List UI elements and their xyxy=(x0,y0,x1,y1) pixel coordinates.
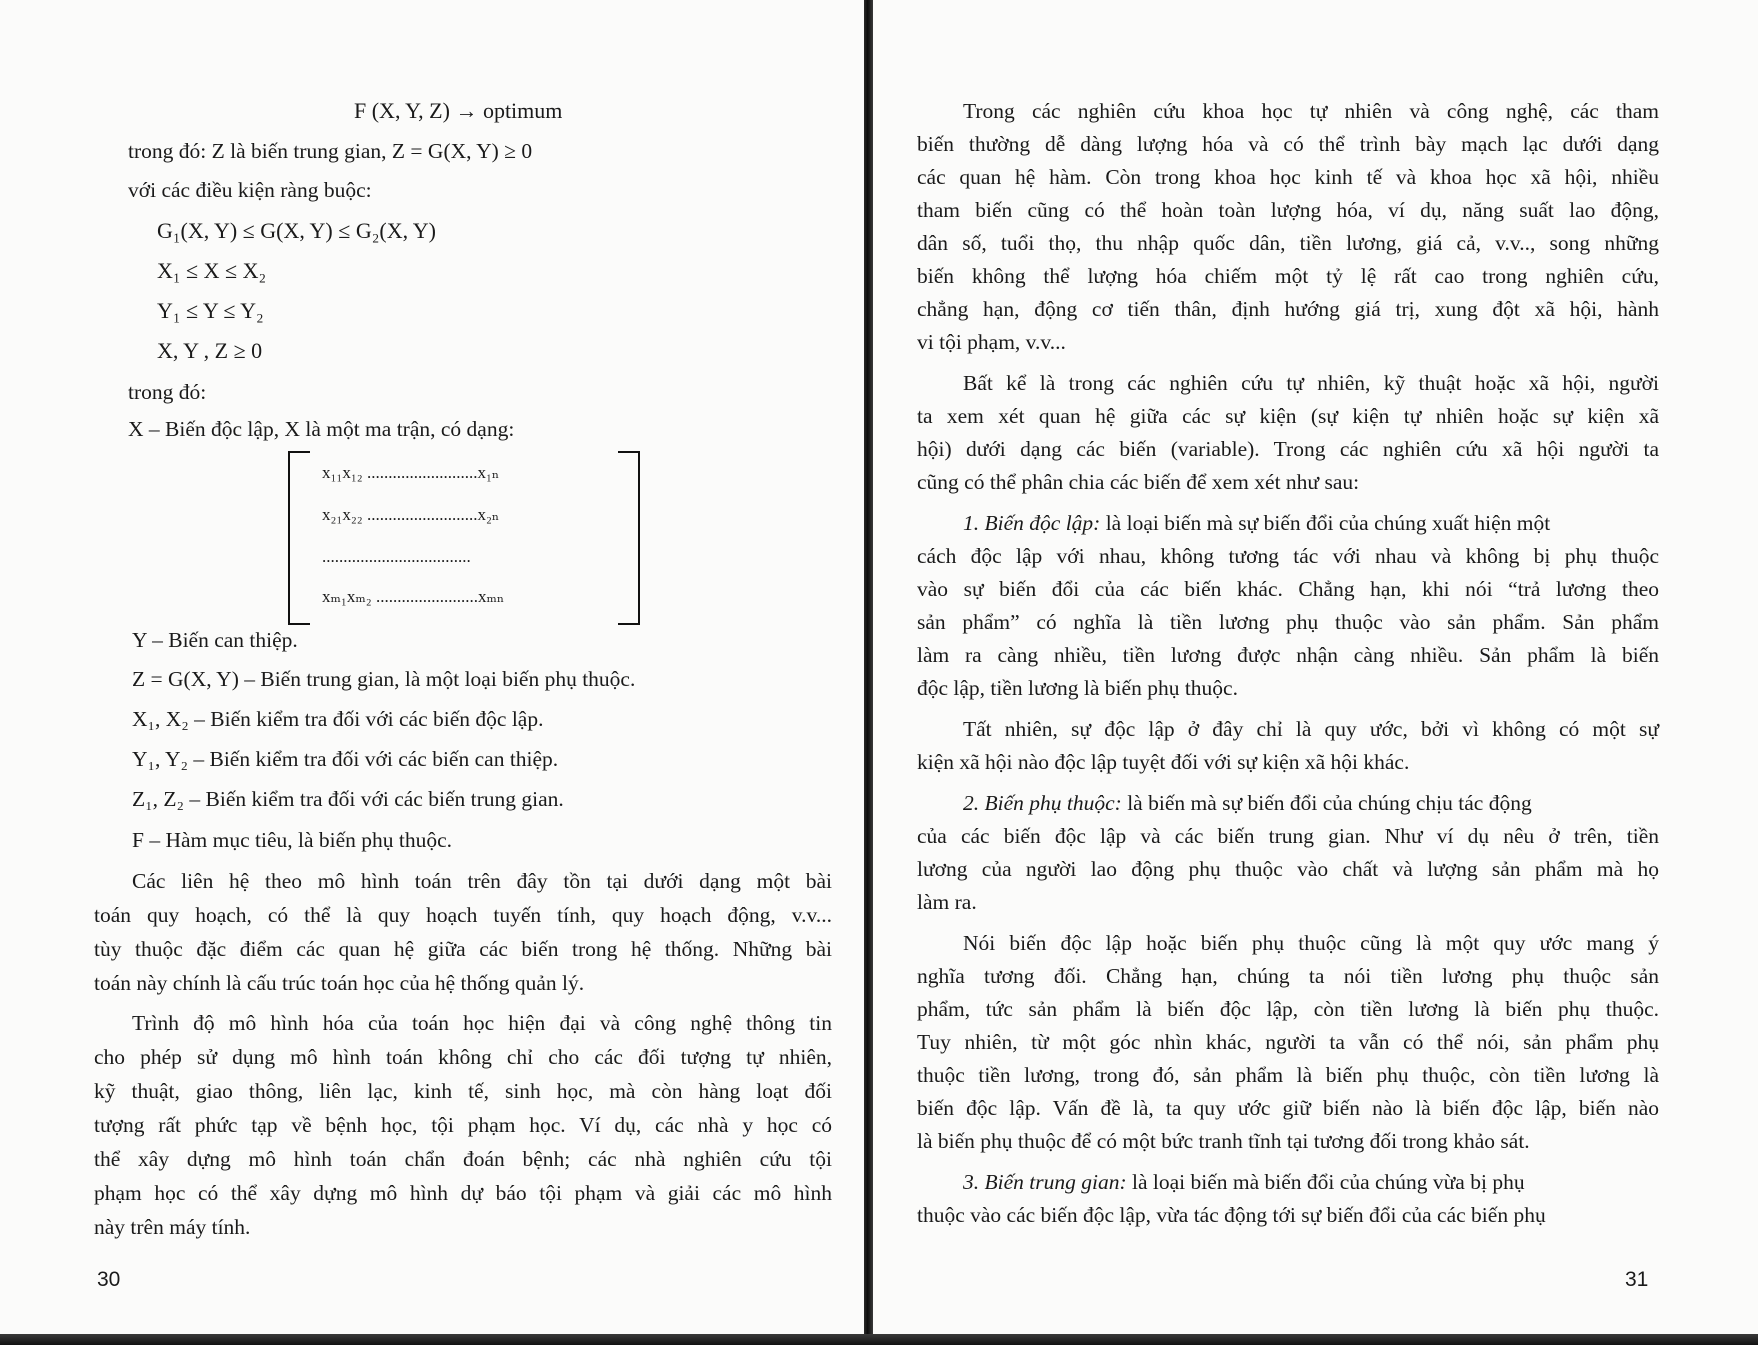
item-3-first-line xyxy=(963,1167,1525,1197)
paragraph-line: thuộc vào các biến độc lập, vừa tác động tới sự biến đổi của các biến phụ xyxy=(917,1203,1546,1227)
right-page xyxy=(873,0,1758,1345)
paragraph-line: cách độc lập với nhau, không tương tác với nhau và không bị phụ thuộc xyxy=(917,544,1659,568)
paragraph-line: Trong các nghiên cứu khoa học tự nhiên và công nghệ, các tham xyxy=(963,99,1659,123)
intermediate-variable-note: trong đó: Z là biến trung gian, Z = G(X, Y) ≥ 0 xyxy=(128,139,533,163)
matrix-row: x₁₁x₁₂ ..........................x₁ₙ xyxy=(322,463,500,482)
matrix-left-bracket xyxy=(288,451,310,625)
paragraph-line: sản phẩm” có nghĩa là tiền lương phụ thuộc vào sản phẩm. Sản phẩm xyxy=(917,610,1659,634)
item-2-label: 2. Biến phụ thuộc: xyxy=(963,791,1122,815)
definition-line: F – Hàm mục tiêu, là biến phụ thuộc. xyxy=(132,828,453,852)
matrix-row: x₂₁x₂₂ ..........................x₂ₙ xyxy=(322,505,500,524)
x-definition: X – Biến độc lập, X là một ma trận, có dạng: xyxy=(128,417,515,441)
item-1-label: 1. Biến độc lập: xyxy=(963,511,1101,535)
paragraph-line: Nói biến độc lập hoặc biến phụ thuộc cũng là một quy ước mang ý xyxy=(963,931,1659,955)
where-label: trong đó: xyxy=(128,380,207,404)
item-1-first-line xyxy=(963,508,1550,538)
item-2-first-line xyxy=(963,788,1532,818)
definition-line: Z₁, Z₂ – Biến kiểm tra đối với các biến trung gian. xyxy=(132,787,564,811)
item-3-text: là loại biến mà biến đổi của chúng vừa bị phụ xyxy=(1126,1170,1525,1194)
paragraph-line: biến thường dễ dàng lượng hóa và có thể trình bày mạch lạc dưới dạng xyxy=(917,132,1659,156)
paragraph-line: Tất nhiên, sự độc lập ở đây chỉ là quy ước, bởi vì không có một sự xyxy=(963,717,1659,741)
paragraph-line: độc lập, tiền lương là biến phụ thuộc. xyxy=(917,676,1238,700)
paragraph-line: kiện xã hội nào độc lập tuyệt đối với sự kiện xã hội khác. xyxy=(917,750,1410,774)
paragraph-line: biến không thể lượng hóa chiếm một tỷ lệ rất cao trong nghiên cứu, xyxy=(917,264,1659,288)
paragraph-line: toán này chính là cấu trúc toán học của hệ thống quản lý. xyxy=(94,971,585,995)
page-number: 31 xyxy=(1625,1268,1649,1291)
definition-line: Z = G(X, Y) – Biến trung gian, là một loại biến phụ thuộc. xyxy=(132,667,636,691)
item-3-label: 3. Biến trung gian: xyxy=(963,1170,1127,1194)
paragraph-line: ta xem xét quan hệ giữa các sự kiện (sự kiện tự nhiên hoặc sự kiện xã xyxy=(917,404,1659,428)
paragraph-line: tùy thuộc đặc điểm các quan hệ giữa các biến trong hệ thống. Những bài xyxy=(94,937,832,961)
paragraph-line: của các biến độc lập và các biến trung gian. Như ví dụ nêu ở trên, tiền xyxy=(917,824,1659,848)
paragraph-line: chẳng hạn, động cơ tiến thân, định hướng giá trị, xung đột xã hội, hành xyxy=(917,297,1659,321)
paragraph-line: kỹ thuật, giao thông, liên lạc, kinh tế, sinh học, mà còn hàng loạt đối xyxy=(94,1079,832,1103)
paragraph-line: nghĩa tương đối. Chẳng hạn, chúng ta nói tiền lương phụ thuộc sản xyxy=(917,964,1659,988)
constraint-line: Y₁ ≤ Y ≤ Y₂ xyxy=(157,298,264,323)
constraint-line: X, Y , Z ≥ 0 xyxy=(157,338,263,363)
constraint-line: X₁ ≤ X ≤ X₂ xyxy=(157,258,267,283)
paragraph-line: làm ra càng nhiều, tiền lương được nhận càng nhiều. Sản phẩm là biến xyxy=(917,643,1659,667)
paragraph-line: hội) dưới dạng các biến (variable). Trong các nghiên cứu xã hội người ta xyxy=(917,437,1659,461)
paragraph-line: lương của người lao động phụ thuộc vào chất và lượng sản phẩm mà họ xyxy=(917,857,1659,881)
paragraph-line: này trên máy tính. xyxy=(94,1215,251,1239)
left-page xyxy=(0,0,864,1345)
paragraph-line: thể xây dựng mô hình toán chẩn đoán bệnh; các nhà nghiên cứu tội xyxy=(94,1147,832,1171)
constraints-intro: với các điều kiện ràng buộc: xyxy=(128,178,372,202)
paragraph-line: các quan hệ hàm. Còn trong khoa học kinh tế và khoa học xã hội, nhiều xyxy=(917,165,1659,189)
paragraph-line: Các liên hệ theo mô hình toán trên đây tồn tại dưới dạng một bài xyxy=(132,869,832,893)
paragraph-line: tượng rất phức tạp về bệnh học, tội phạm học. Ví dụ, các nhà y học có xyxy=(94,1113,832,1137)
matrix-right-bracket xyxy=(618,451,640,625)
paragraph-line: là biến phụ thuộc để có một bức tranh tĩnh tại tương đối trong khảo sát. xyxy=(917,1129,1530,1153)
paragraph-line: cho phép sử dụng mô hình toán không chỉ cho các đối tượng tự nhiên, xyxy=(94,1045,832,1069)
objective-formula: F (X, Y, Z) → optimum xyxy=(354,98,563,123)
page-number: 30 xyxy=(97,1268,121,1291)
scan-bottom-edge xyxy=(0,1334,1758,1345)
item-1-text: là loại biến mà sự biến đổi của chúng xuất hiện một xyxy=(1100,511,1551,535)
paragraph-line: dân số, tuổi thọ, thu nhập quốc dân, tiền lương, giá cả, v.v.., song những xyxy=(917,231,1659,255)
paragraph-line: biến độc lập. Vấn đề là, ta quy ước giữ biến nào là biến độc lập, biến nào xyxy=(917,1096,1659,1120)
paragraph-line: phạm học có thể xây dựng mô hình dự báo tội phạm và giải các mô hình xyxy=(94,1181,832,1205)
matrix-x xyxy=(288,451,640,623)
matrix-row: ................................... xyxy=(322,547,471,566)
paragraph-line: toán quy hoạch, có thể là quy hoạch tuyến tính, quy hoạch động, v.v... xyxy=(94,903,832,927)
definition-line: Y – Biến can thiệp. xyxy=(132,628,298,652)
item-2-text: là biến mà sự biến đổi của chúng chịu tác động xyxy=(1121,791,1532,815)
constraint-line: G₁(X, Y) ≤ G(X, Y) ≤ G₂(X, Y) xyxy=(157,218,436,243)
book-spine xyxy=(864,0,873,1345)
paragraph-line: phẩm, tức sản phẩm là biến độc lập, còn tiền lương là biến phụ thuộc. xyxy=(917,997,1659,1021)
paragraph-line: Trình độ mô hình hóa của toán học hiện đại và công nghệ thông tin xyxy=(132,1011,832,1035)
definition-line: Y₁, Y₂ – Biến kiểm tra đối với các biến can thiệp. xyxy=(132,747,559,771)
paragraph-line: Tuy nhiên, từ một góc nhìn khác, người ta vẫn có thể nói, sản phẩm phụ xyxy=(917,1030,1659,1054)
paragraph-line: vi tội phạm, v.v... xyxy=(917,330,1066,354)
paragraph-line: thuộc tiền lương, trong đó, sản phẩm là biến phụ thuộc, còn tiền lương là xyxy=(917,1063,1659,1087)
matrix-row: xₘ₁xₘ₂ ........................xₘₙ xyxy=(322,587,505,606)
paragraph-line: Bất kể là trong các nghiên cứu tự nhiên, kỹ thuật hoặc xã hội, người xyxy=(963,371,1659,395)
paragraph-line: cũng có thể phân chia các biến để xem xét như sau: xyxy=(917,470,1360,494)
definition-line: X₁, X₂ – Biến kiểm tra đối với các biến độc lập. xyxy=(132,707,544,731)
paragraph-line: vào sự biến đổi của các biến khác. Chẳng hạn, khi nói “trả lương theo xyxy=(917,577,1659,601)
paragraph-line: làm ra. xyxy=(917,890,977,914)
paragraph-line: tham biến cũng có thể hoàn toàn lượng hóa, ví dụ, năng suất lao động, xyxy=(917,198,1659,222)
